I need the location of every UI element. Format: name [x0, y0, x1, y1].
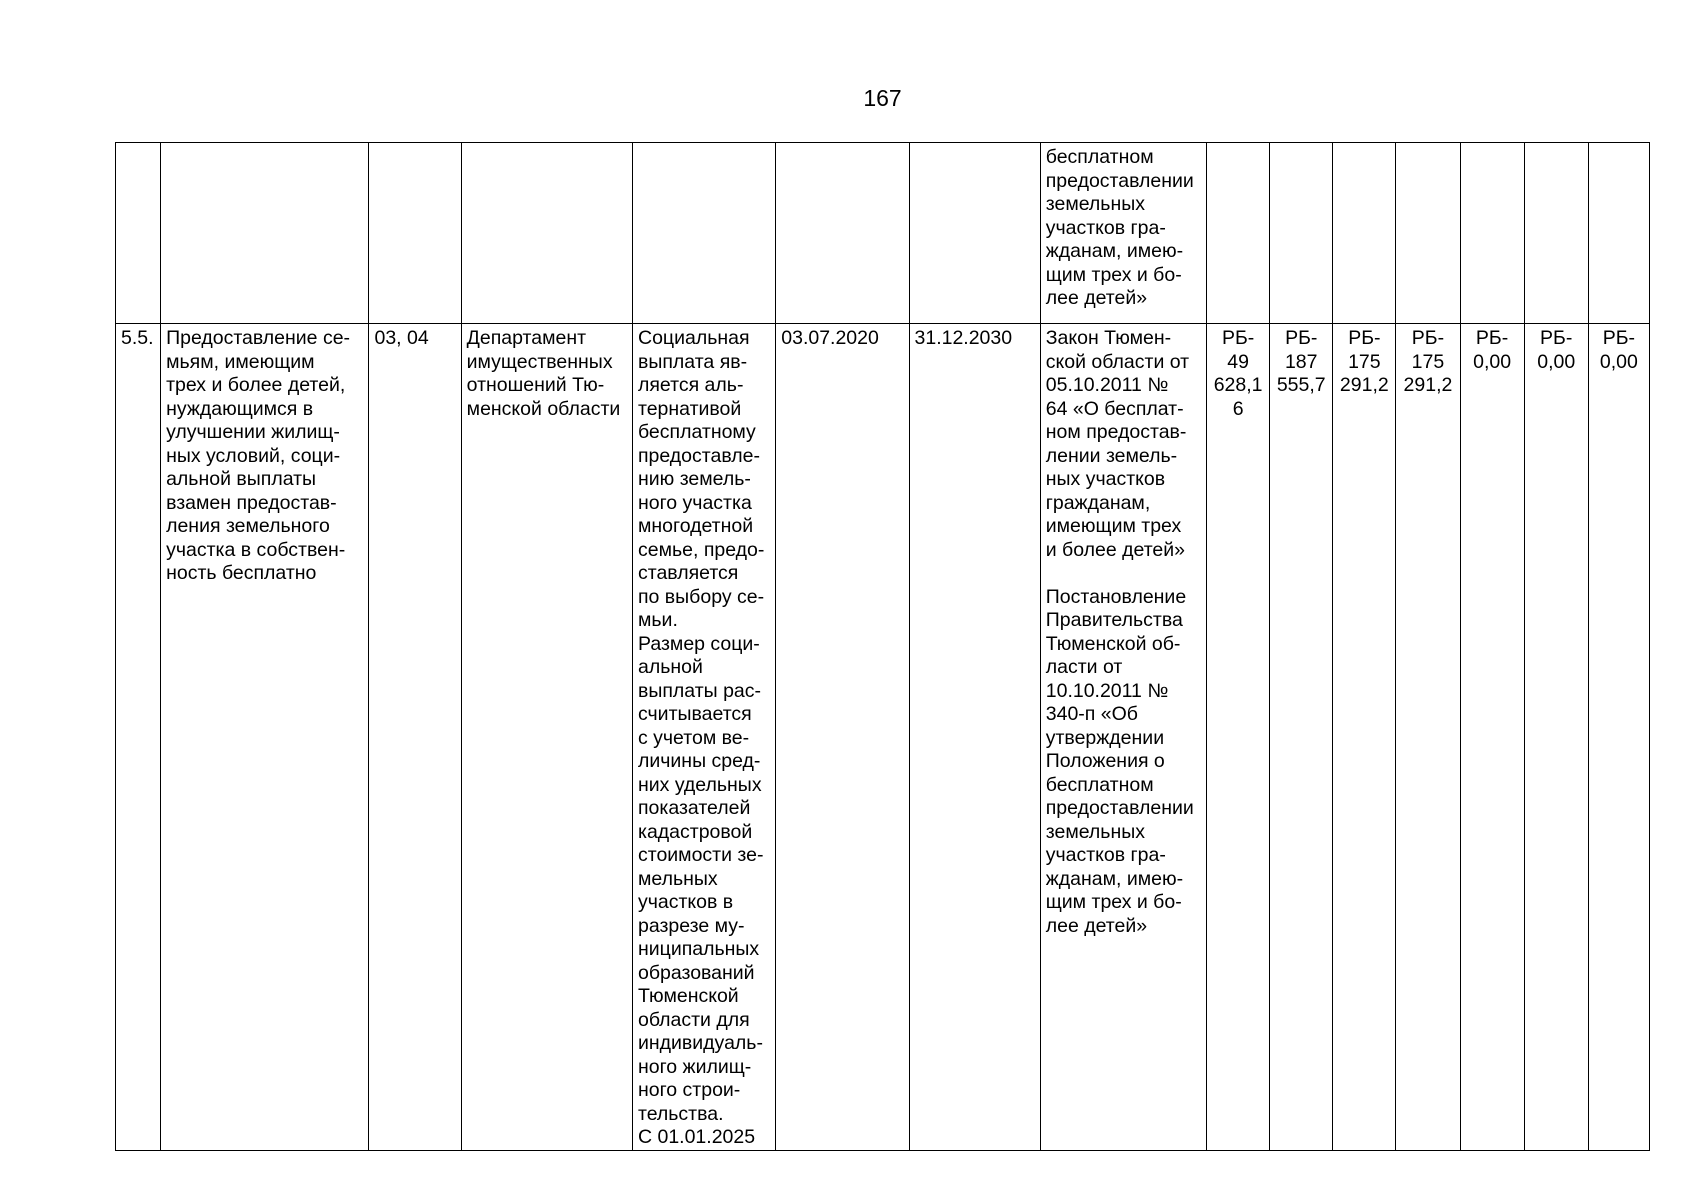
cell-start-date: 03.07.2020 [776, 324, 909, 1151]
cell-executor: Департамент имущественных отношений Тю- менской области [461, 324, 632, 1151]
cell-end-date-empty [909, 143, 1040, 324]
cell-number-empty [116, 143, 161, 324]
cell-end-date: 31.12.2030 [909, 324, 1040, 1151]
table-row-continuation [116, 143, 1650, 324]
cell-legal-basis-continued: бесплатном предоставлении земельных участков гра- жданам, имею- щим трех и бо- лее детей» [1040, 143, 1206, 324]
cell-description: Социальная выплата яв- ляется аль- тернативой бесплатному предоставле- нию земель- ного участка многодетной семье, предо- ставляется по выбору се- мьи. Размер соци- альной выплаты рас- считывается с учетом ве- личины сред- них удельных показателей кадастровой стоимости зе- мельных участков в разрезе му- ниципальных образований Тюменской области для индивидуаль- ного жилищ- ного строи- тельства. С 01.01.2025 [632, 324, 775, 1151]
cell-funding-empty [1333, 143, 1396, 324]
cell-funding-4: РБ- 175 291,2 [1396, 324, 1460, 1151]
program-measures-table [115, 142, 1650, 1151]
cell-funding-7: РБ- 0,00 [1588, 324, 1649, 1151]
cell-funding-1: РБ- 49 628,1 6 [1207, 324, 1270, 1151]
cell-funding-empty [1207, 143, 1270, 324]
cell-funding-empty [1460, 143, 1524, 324]
table-row-5-5 [116, 324, 1650, 1151]
cell-funding-empty [1588, 143, 1649, 324]
cell-legal-basis: Закон Тюмен- ской области от 05.10.2011 № 64 «О бесплат- ном предостав- лении земель- ных участков гражданам, имеющим трех и более детей» Постановление Правительства Тюменской об- ласти от 10.10.2011 № 340-п «Об утверждении Положения о бесплатном предоставлении земельных участков гра- жданам, имею- щим трех и бо- лее детей» [1040, 324, 1206, 1151]
cell-measure: Предоставление се- мьям, имеющим трех и более детей, нуждающимся в улучшении жилищ- ных условий, соци- альной выплаты взамен предостав- ления земельного участка в собствен- ность бесплатно [161, 324, 369, 1151]
page-number: 167 [863, 85, 902, 111]
cell-start-date-empty [776, 143, 909, 324]
cell-funding-2: РБ- 187 555,7 [1270, 324, 1333, 1151]
cell-codes-empty [369, 143, 461, 324]
cell-funding-5: РБ- 0,00 [1460, 324, 1524, 1151]
cell-codes: 03, 04 [369, 324, 461, 1151]
cell-funding-6: РБ- 0,00 [1524, 324, 1588, 1151]
cell-measure-empty [161, 143, 369, 324]
cell-funding-empty [1270, 143, 1333, 324]
cell-funding-empty [1524, 143, 1588, 324]
cell-funding-3: РБ- 175 291,2 [1333, 324, 1396, 1151]
cell-description-empty [632, 143, 775, 324]
cell-executor-empty [461, 143, 632, 324]
cell-funding-empty [1396, 143, 1460, 324]
cell-number: 5.5. [116, 324, 161, 1151]
